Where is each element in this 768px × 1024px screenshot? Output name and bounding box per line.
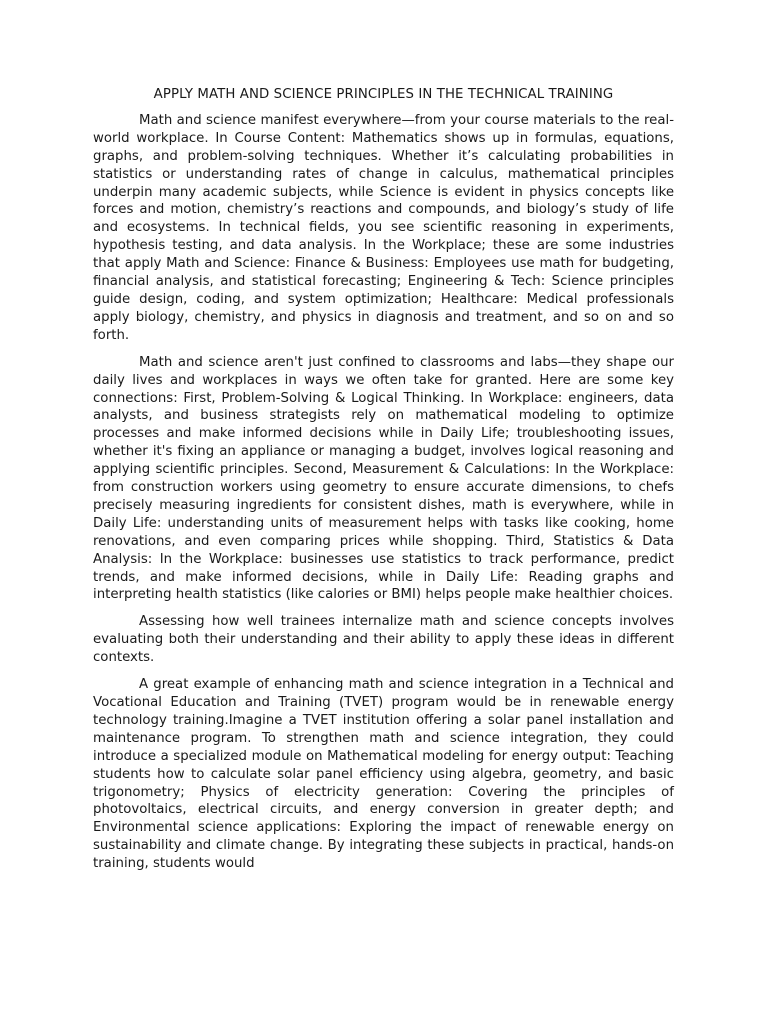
document-body	[93, 86, 674, 882]
paragraph-4: A great example of enhancing math and science integration in a Technical and Vocational Education and Training (TVET) program would be in renewable energy technology training.Imagine a TVET institution offering a solar panel installation and maintenance program. To strengthen math and science integration, they could introduce a specialized module on Mathematical modeling for energy output: Teaching students how to calculate solar panel efficiency using algebra, geometry, and basic trigonometry; Physics of electricity generation: Covering the principles of photovoltaics, electrical circuits, and energy conversion in greater depth; and Environmental science applications: Exploring the impact of renewable energy on sustainability and climate change. By integrating these subjects in practical, hands-on training, students would	[93, 677, 674, 872]
paragraph-1: Math and science manifest everywhere—from your course materials to the real-world workplace. In Course Content: Mathematics shows up in formulas, equations, graphs, and problem-solving techniques. Whether it’s calculating probabilities in statistics or understanding rates of change in calculus, mathematical principles underpin many academic subjects, while Science is evident in physics concepts like forces and motion, chemistry’s reactions and compounds, and biology’s study of life and ecosystems. In technical fields, you see scientific reasoning in experiments, hypothesis testing, and data analysis. In the Workplace; these are some industries that apply Math and Science: Finance & Business: Employees use math for budgeting, financial analysis, and statistical forecasting; Engineering & Tech: Science principles guide design, coding, and system optimization; Healthcare: Medical professionals apply biology, chemistry, and physics in diagnosis and treatment, and so on and so forth.	[93, 112, 674, 343]
paragraph-3: Assessing how well trainees internalize math and science concepts involves evaluating both their understanding and their ability to apply these ideas in different contexts.	[93, 614, 674, 666]
document-title: APPLY MATH AND SCIENCE PRINCIPLES IN THE TECHNICAL TRAINING	[153, 87, 614, 102]
paragraph-2: Math and science aren't just confined to classrooms and labs—they shape our daily lives and workplaces in ways we often take for granted. Here are some key connections: First, Problem-Solving & Logical Thinking. In Workplace: engineers, data analysts, and business strategists rely on mathematical modeling to optimize processes and make informed decisions while in Daily Life; troubleshooting issues, whether it's fixing an appliance or managing a budget, involves logical reasoning and applying scientific principles. Second, Measurement & Calculations: In the Workplace: from construction workers using geometry to ensure accurate dimensions, to chefs precisely measuring ingredients for consistent dishes, math is everywhere, while in Daily Life: understanding units of measurement helps with tasks like cooking, home renovations, and even comparing prices while shopping. Third, Statistics & Data Analysis: In the Workplace: businesses use statistics to track performance, predict trends, and make informed decisions, while in Daily Life: Reading graphs and interpreting health statistics (like calories or BMI) helps people make healthier choices.	[93, 354, 674, 603]
